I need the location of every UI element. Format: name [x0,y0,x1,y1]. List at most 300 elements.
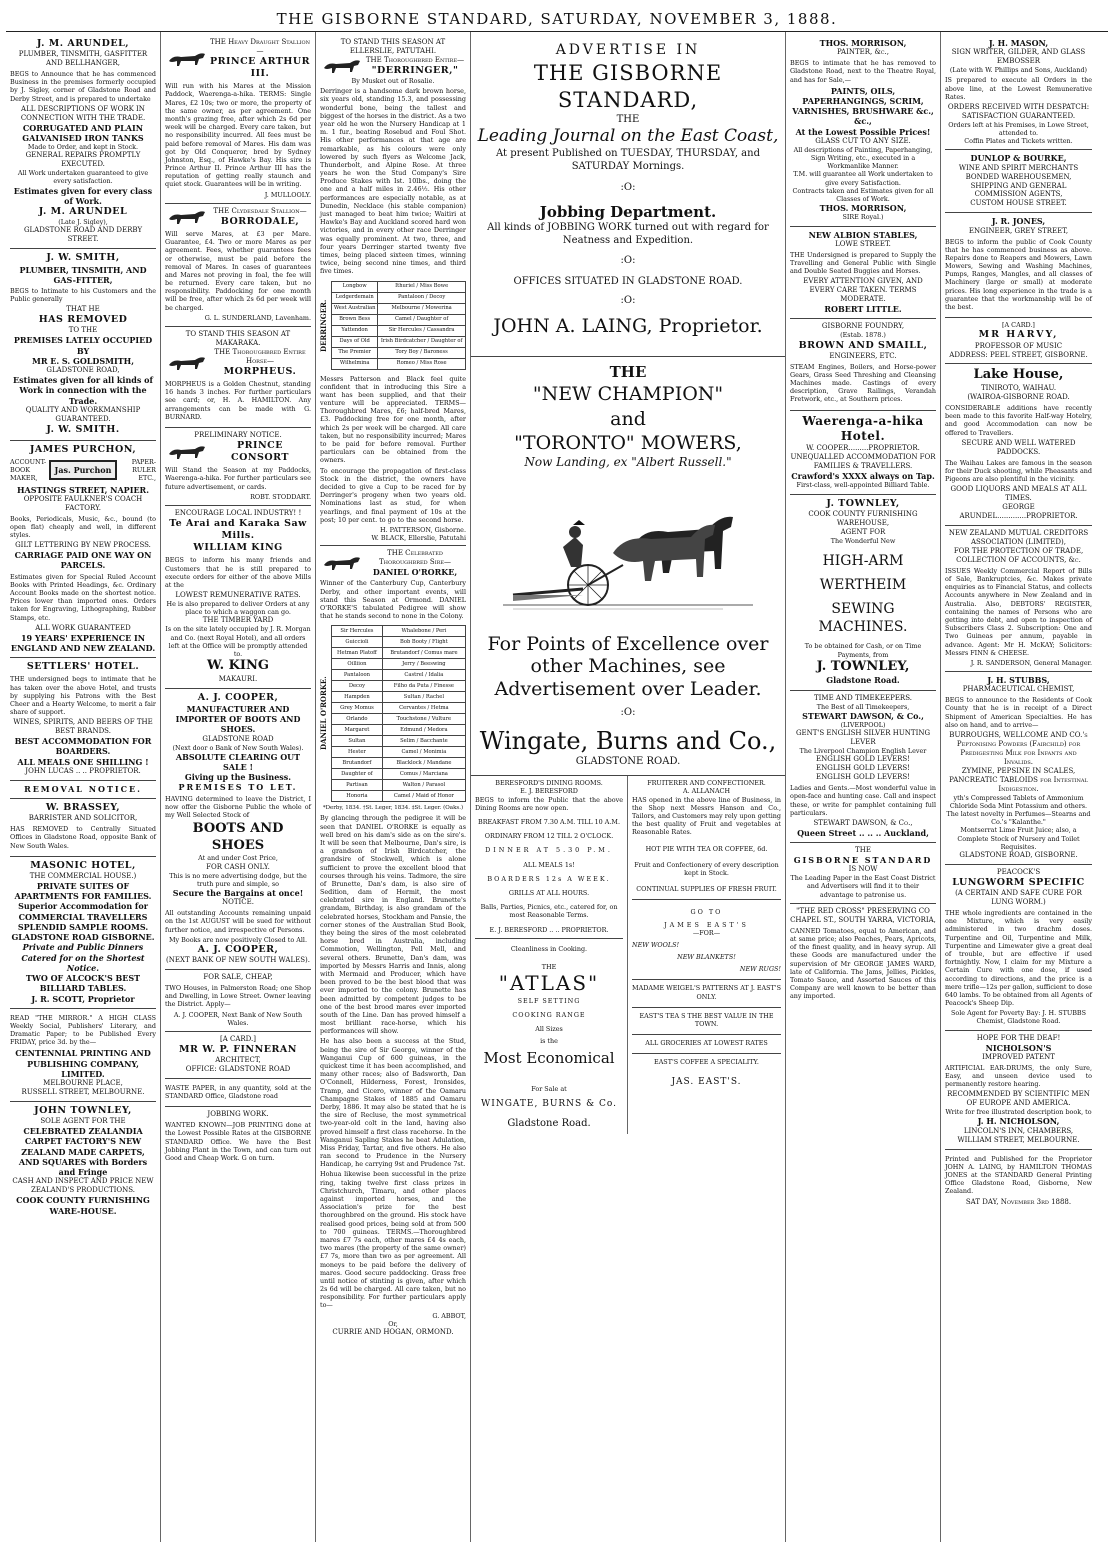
ad-signature: MAKAURI. [218,674,258,683]
pedigree-parents: Melbourne / Mowerina [378,303,466,314]
pedigree-row [332,791,466,802]
ad-title: Wingate, Burns and Co., [479,726,777,755]
pedigree-parents: Tory Boy / Baroness [378,347,466,358]
ad-line: Estimates given for all kinds of Work in connection with the Trade. [13,375,153,406]
ad-line: This is no mere advertising dodge, but the truth pure and simple, so [169,871,307,888]
ad-line: For Sale at [531,1084,567,1093]
ad-line: (Estab. 1878.) [840,331,886,340]
ad-line: ENCOURAGE LOCAL INDUSTRY! ! [174,508,302,517]
masthead: THE GISBORNE STANDARD, SATURDAY, NOVEMBER 3, 1888. [6,6,1108,32]
pedigree-sire: Days of Old [332,336,378,347]
ad-stewart-dawson [790,691,936,843]
ad-header-row [165,38,311,80]
ad-line: BONDED WAREHOUSEMEN, [965,172,1072,181]
ad-line: RUSSELL STREET, MELBOURNE. [21,1088,145,1097]
ad-body: HAS REMOVED to Centrally Situated Offices in Gladstone Road, opposite Bank of New South Wales. [10,825,156,850]
ad-signature: (Late J. Sigley), [58,218,108,227]
ad-line: NOTICE. [222,898,254,907]
ad-title: WILLIAM KING [193,542,283,554]
ad-line: TWO OF ALCOCK'S BEST BILLIARD TABLES. [25,973,141,994]
ad-townley-carpets [10,1102,156,1220]
ad-masonic [10,857,156,1009]
ad-title: THE GISBORNE STANDARD, [533,60,723,112]
ad-body: Will Stand the Season at my Paddocks, Waerenga-a-hika. For further particulars see future advertisement, or cards. [165,466,311,491]
ad-line: CONTINUAL SUPPLIES OF FRESH FRUIT. [632,885,781,900]
ad-line: All Work undertaken guaranteed to give every satisfaction. [17,169,149,186]
ad-title: PRINCE ARTHUR III. [209,55,311,80]
ad-title: JOBBING WORK. [207,1110,269,1119]
pedigree-label: DANIEL O'RORKE. [319,677,328,751]
pedigree-sire: Hester [332,747,383,758]
ad-address: (WAIROA-GISBORNE ROAD. [967,393,1070,402]
ad-line: By Musket out of Rosalie. [351,77,435,86]
pedigree-note: *Derby, 1834. †St. Leger, 1834. ‡St. Leger. (Oaks.) [322,805,464,812]
ad-title: "ATLAS" [498,971,600,996]
ad-title: BORRODALE, [220,215,300,227]
ad-line: ORDINARY FROM 12 TILL 2 O'CLOCK. [484,832,614,841]
ad-settlers-hotel [10,658,156,781]
ad-cooper [165,689,311,970]
ad-body: THE undersigned begs to intimate that he has taken over the above Hotel, and trusts by supplying his Patrons with the Best Cheer and a Hearty Welcome, to merit a fair share of support. [10,675,156,717]
ad-line: (A CERTAIN AND SAFE CURE FOR LUNG WORM.) [955,889,1082,907]
ad-title: J. W. SMITH, [46,252,120,264]
pedigree-sire: Sir Hercules [332,626,383,637]
pedigree-parents: Camel / Maid of Honor [382,791,465,802]
ad-line: PAPER-RULER ETC., [131,458,156,483]
ad-line: MR E. S. GOLDSMITH, [31,355,135,366]
ad-line: SEWING MACHINES. [818,600,908,635]
ad-line: BOARDERS 12s A WEEK. [487,874,611,883]
ad-line: UNEQUALLED ACCOMMODATION FOR FAMILIES & TRAVELLERS. [790,453,936,471]
pedigree-parents: Blacklock / Mandane [382,758,465,769]
ad-line: GLADSTONE ROAD GISBORNE. [11,932,155,943]
ad-line: Private and Public Dinners Catered for on the Shortest Notice. [21,942,145,973]
ad-line: Most Economical [483,1049,615,1068]
pedigree-row [332,347,466,358]
ad-line: ALL GROCERIES AT LOWEST RATES [632,1034,781,1047]
ad-line: ABSOLUTE CLEARING OUT SALE ! [175,751,301,772]
imprint [945,1150,1092,1211]
pedigree-row [332,714,466,725]
ad-body: BEGS to Intimate to his Customers and the Public generally [10,287,156,304]
ad-line: PRELIMINARY NOTICE. [194,430,282,439]
ad-trade: BARRISTER AND SOLICITOR, [28,814,138,823]
ad-red-cross [790,904,936,1007]
ad-waste-paper [165,1079,311,1107]
ad-body: THE Undersigned is prepared to Supply the Travelling and General Public with Single and Double Seated Buggies and Horses. [790,250,936,276]
ad-title: MR W. P. FINNERAN [179,1043,297,1055]
horse-icon [320,553,364,573]
ad-address: ADDRESS: PEEL STREET, GISBORNE. [949,350,1088,359]
pedigree-sire: Brown Bess [332,314,378,325]
ad-body: By glancing through the pedigree it will be seen that DANIEL O'RORKE is equally as well bred on his dam's side as on the sire's. It will be seen that Melbourne, Dan's sire, is a grandson of Irish Birdcatcher, the grandsire of Stockwell, which is alone sufficient to prove the excellent blood that courses through his veins. Tadmore, the sire of Brunette, Dan's dam, is also sire of Sedition, dam of Hermit, the most celebrated sire in England. Brunette's grandam, Birthday, is also grandam of the celebrated horses, Stockham and Pansie, the corner stones of the Australian Stud Book, they being the sires of the most celebrated horse bred in Australia, including Commotion, Wellington, Pell Mell, and several others. Brunette, Dan's dam, was imported by Messrs Harris and Innis, along with Mermaid and Producer, which have been proved to be the best blood that was ever imported to the colony. Brunette has been admitted by competent judges to be one of the best brood mares ever imported south of the Line. Dan has proved himself a most brilliant race-horse, which his performances will show. [320,814,466,1036]
ad-line: PEACOCK'S [996,867,1041,876]
ad-line: CORRUGATED AND PLAIN GALVANISED IRON TANKS [22,122,144,143]
pedigree-row [332,314,466,325]
ad-line: THE Thoroughbred Entire Horse— [214,347,306,365]
ad-line: NEW WOOLS! [632,940,680,949]
ad-line: CELEBRATED ZEALANDIA CARPET FACTORY'S NEW ZEALAND MADE CARPETS, AND SQUARES with Borders and Fringe [18,1126,148,1178]
ad-trade: COOK COUNTY FURNISHING WAREHOUSE, [808,509,918,527]
ad-title: TIME AND TIMEKEEPERS. [814,693,912,702]
ad-line: All descriptions of Painting, Paperhanging, Sign Writing, etc., executed in a Workmanlike Manner. [793,145,933,171]
ad-title: "NEW CHAMPION" [532,383,724,406]
pedigree-sire: Daughter of [332,769,383,780]
ad-signature: (NEXT BANK OF NEW SOUTH WALES). [166,956,310,965]
column-center [471,32,786,1542]
ad-signature: H. PATTERSON, Gisborne. [380,525,466,534]
ad-signature: J. TOWNLEY, [816,658,910,674]
ad-title: Te Arai and Karaka Saw Mills. [169,517,307,542]
ad-line: PRIVATE SUITES OF APARTMENTS FOR FAMILIES. [14,880,152,902]
ad-title: JAMES PURCHON, [29,443,137,455]
ad-line: TO STAND THIS SEASON AT ELLERSLIE, PATUTAHI. [340,38,446,55]
pedigree-parents: Ithuriel / Miss Bowe [378,281,466,292]
ad-body: THE whole ingredients are contained in the one Mixture, which is very easily administered in two drachm doses. Turpentine and Oil, Turpentine and Milk, Turpentine and Limewater give a great deal of trouble, but are effective if used fortnightly. Now, I claim for my Mixture a Certain Cure with one dose, if used according to directions, and the price is a mere trifle—12s per gallon, sufficient to dose 640 lambs. To be obtained from all Agents of Peacock's Sheep Dip. [945,909,1092,1008]
ad-line: MELBOURNE PLACE, [43,1079,123,1088]
pedigree-sire: Yattendon [332,325,378,336]
ad-line: CENTENNIAL PRINTING AND PUBLISHING COMPANY, LIMITED. [15,1048,151,1079]
ad-smith [10,249,156,440]
ad-signature: ROBERT LITTLE. [824,304,902,315]
pedigree-sire: Longbow [332,281,378,292]
ad-line: THE Celebrated Thoroughbred Sire— [378,549,452,567]
ad-line: All kinds of JOBBING WORK turned out with regard for Neatness and Expedition. [487,221,769,246]
ad-trade: PROFESSOR OF MUSIC [974,341,1063,350]
ad-prince-consort [165,428,311,506]
pedigree-parents: Comus / Marciana [382,769,465,780]
ad-address: HASTINGS STREET, NAPIER. [17,484,149,495]
ad-line: Leading Journal on the East Coast, [477,126,779,147]
pedigree-row [332,358,466,369]
ad-title: J. H. MASON, [988,38,1049,48]
column-2 [161,32,316,1542]
pedigree-sire: Grey Momus [332,703,383,714]
ad-line: ALL DESCRIPTIONS OF WORK IN CONNECTION WITH THE TRADE. [20,104,146,122]
ad-line: All Sizes [535,1025,563,1034]
ad-title: Waerenga-a-hika Hotel. [802,413,924,443]
ad-line: THAT HE [66,305,100,314]
ad-title: THOS. MORRISON, [819,38,907,48]
pedigree-row [332,281,466,292]
ad-address: GLADSTONE ROAD AND DERBY STREET. [23,226,143,244]
ad-townley-sewing [790,495,936,691]
ad-signature: J. H. NICHOLSON, [977,1116,1060,1127]
ad-title: "TORONTO" MOWERS, [514,431,742,454]
pedigree-row [332,292,466,303]
pedigree-sire: Ledgerdemain [332,292,378,303]
ad-derringer [320,35,466,1341]
pedigree-sire: Pantaloon [332,670,383,681]
ad-line: THE COMMERCIAL HOUSE.) [29,871,137,880]
ad-line: First-class, well-appointed Billiard Table. [796,481,930,490]
ad-body: WASTE PAPER, in any quantity, sold at the STANDARD Office, Gladstone road [165,1083,311,1101]
ad-body: IS prepared to execute all Orders in the above line, at the Lowest Remunerative Rates. [945,76,1092,101]
ad-line: HAS REMOVED [38,314,128,326]
ad-line: TO STAND THIS SEASON AT MAKARAKA. [185,330,291,347]
pedigree-sire: Hampden [332,692,383,703]
ad-signature: STEWART DAWSON, & Co., [813,818,913,827]
ad-line: BEST ACCOMMODATION FOR BOARDERS. [14,736,152,757]
pedigree-parents: Irish Birdcatcher / Daughter of [378,336,466,347]
ad-line: GRILLS AT ALL HOURS. [508,888,590,897]
ad-body: CANNED Tomatoes, equal to American, and at same price; also Peaches, Pears, Apricots, of the finest quality, and in heavy syrup. All these Goods are manufactured under the supervision of Mr GEORGE JAMES WARD, late of California. The Jams, Jellies, Pickles, Tomato Sauce, and Assorted Sauces of this Company are well known to be better than any imported. [790,926,936,1001]
pedigree-row [332,725,466,736]
ad-line: ADVERTISE IN [555,42,701,58]
ad-title: MORPHEUS. [223,365,297,377]
ad-line: NEW BLANKETS! [677,953,736,962]
ad-line: OPPOSITE FAULKNER'S COACH FACTORY. [23,494,143,512]
ad-line: HOPE FOR THE DEAF! [976,1033,1061,1042]
ad-line: GLASS CUT TO ANY SIZE. [815,136,911,145]
ad-address: LOWE STREET. [835,239,891,248]
ad-body: The Leading Paper in the East Coast District and Advertisers will find it to their advantage to patronise us. [790,874,936,899]
ad-body: MORPHEUS is a Golden Chestnut, standing 16 hands 3 inches. For further particulars see card; or, H. A. HAMILTON. Any arrangements can be made with G. BURNARD. [165,379,311,421]
ad-mason [945,35,1092,150]
ad-line: HIGH-ARM [822,552,904,569]
ad-line: QUALITY AND WORKMANSHIP GUARANTEED. [25,405,141,423]
ad-mirror [10,1009,156,1102]
ad-body: HAS opened in the above line of Business, in the Shop next Messrs Hanson and Co., Tailors, and Customers may rely upon getting the best quality of Fruit and vegetables at Reasonable Rates. [632,795,781,837]
ad-line: IMPROVED PATENT [982,1052,1055,1061]
pedigree-row [332,703,466,714]
pedigree-row [332,637,466,648]
pedigree-row [332,303,466,314]
imprint-date: SAT DAY, November 3rd 1888. [965,1197,1072,1206]
ad-line: WERTHEIM [819,576,907,593]
pedigree-sire: Orlando [332,714,383,725]
ad-body: READ "THE MIRROR." A HIGH CLASS Weekly Social, Publishers' Literary, and Dramatic Paper; to be Published Every FRIDAY, price 3d. by the— [10,1013,156,1047]
ad-line: (LIVERPOOL) [840,721,886,730]
pedigree-parents: Camel / Daughter of [378,314,466,325]
ad-body: BEGS to announce to the Residents of Cook County that he is in receipt of a Direct Shipment of American Specialties. He has also on hand, and to arrive— [945,696,1092,729]
pedigree-oroke [320,622,466,805]
ad-brassey [10,799,156,857]
horse-icon [320,56,364,76]
ad-address: Queen Street .. .. .. Auckland, [797,827,929,838]
ad-line: THE [855,846,871,855]
ad-signature: W. COOPER.........PROPRIETOR. [806,444,920,453]
ad-line: PREMISES LATELY OCCUPIED BY [13,335,153,356]
ad-signature: JOHN A. LAING, Proprietor. [493,314,763,337]
ad-line: ZYMINE, PEPSINE IN SCALES, PANCREATIC TABLOIDS for Intestinal Indigestion. [949,766,1088,793]
ad-line: PREMISES TO LET. [178,782,298,793]
pedigree-row [332,736,466,747]
ad-line: yth's Compressed Tablets of Ammonium Chloride Soda Mint Potassium and others. [949,793,1088,810]
ad-body: ARTIFICIAL EAR-DRUMS, the only Sure, Easy, and unseen device used to permanently restore hearing. [945,1063,1092,1089]
column-3 [316,32,471,1542]
pedigree-row [332,681,466,692]
ad-line: COOKING RANGE [512,1010,586,1019]
ad-line: The Best of all Timekeepers, [816,702,910,711]
ad-line: WINES, SPIRITS, AND BEERS OF THE BEST BRANDS. [13,718,153,736]
pedigree-parents: Camel / Monimia [382,747,465,758]
ad-line: GLADSTONE ROAD, [46,366,120,375]
pedigree-sire: West Australian [332,303,378,314]
ad-signature: A. J. COOPER, Next Bank of New South Wales. [173,1010,303,1027]
ad-body: Books, Periodicals, Music, &c., bound (to open flat) cheaply and well, in different styles. [10,514,156,540]
ad-trade: PAINTER, &c., [836,48,890,57]
ad-mowers [471,357,785,776]
ad-line: THE Clydesdale Stallion— [213,206,307,215]
ad-line: is the [540,1037,558,1046]
ad-body: Winner of the Canterbury Cup, Canterbury Derby, and other important events, will stand this Season at Ormond. DANIEL O'RORKE'S tabulated Pedigree will show that he stands second to none in the Colony. [320,579,466,621]
ad-signature: CURRIE AND HOGAN, ORMOND. [332,1328,454,1336]
ad-signature: THOS. MORRISON, [819,203,907,214]
ad-body: BEGS to intimate that he has removed to Gladstone Road, next to the Theatre Royal, and has for Sale,— [790,59,936,84]
ad-signature: J. R. SANDERSON, General Manager. [970,658,1092,667]
ad-line: He is also prepared to deliver Orders at any place to which a waggon can go. [166,600,310,617]
separator: :O: [620,181,636,193]
ad-signature: W. KING [207,658,269,674]
pedigree-sire: Oilliion [332,659,383,670]
ad-nicholson [945,1031,1092,1150]
ad-lake-house [945,364,1092,526]
column-1 [6,32,161,1542]
ad-title: FOR SALE, CHEAP, [203,973,273,982]
ad-line: THE Heavy Draught Stallion— [209,38,311,55]
ad-line: Fruit and Confectionery of every description kept in Stock. [634,860,779,877]
separator: :O: [620,294,636,306]
ad-trade: SIGN WRITER, GILDER, AND GLASS EMBOSSER [951,48,1086,66]
ad-body: Ladies and Gents.—Most wonderful value in open-face and hunting case. Call and inspect these, or write for pamphlet containing full particulars. [790,784,936,817]
ad-body: Will serve Mares, at £3 per Mare. Guarantee, £4. Two or more Mares as per agreement. Fees, whether guarantees fees or otherwise, must be paid before the removal of Mares. In cases of guarantees and Mares not proving in foal, the fee will be returned. Every care taken, but no responsibility. Paddocking for one month will be free, after which 2s 6d per week will be charged. [165,229,311,312]
ad-trade: PHARMACEUTICAL CHEMIST, [962,685,1075,694]
ad-line: ENGLISH GOLD LEVERS! [816,764,910,773]
ad-body: Messrs Patterson and Black feel quite confident that in introducing this Sire a want has been supplied, and that their venture will be appreciated. TERMS—Thoroughbred Mares, £6; half-bred Mares, £3. Paddocking free for one month, after which 2s per week will be charged. All care taken, but no responsibility incurred; Mares to be paid for before removal. Further particulars can be obtained from the owners. [320,374,466,465]
ad-body: BEGS to inform the Public that the above Dining Rooms are now open. [475,795,623,812]
ad-line: BERESFORD'S DINING ROOMS. [495,779,603,788]
ad-body: He has also been a success at the Stud, being the sire of Sir George, winner of the Wanganui Cup of 600 guineas, in the quickest time it has been accomplished, and many other races; also of Badsworth, Dan O'Connell, Hilderness, Forest, Ironsides, Tramp, and Cicero, winner of the Oamaru Champagne Stakes of 1885 and Oamaru Derby, 1886. It may also be stated that he is the sire of Recluse, the most symmetrical two-year-old colt in the land, having also proved himself a first class racehorse. In the Wanganui Sapling Stakes he beat Adulation, Miss Friday, Tartar, and five others. He also ran second to Prudence in the Nursery Handicap, he carrying 9st and Prudence 7st. [320,1037,466,1169]
ad-body: CONSIDERABLE additions have recently been made to this favorite Half-way Hotelry, and good Accommodation can now be offered to Travellers. [945,404,1092,437]
pedigree-sire: Margaret [332,725,383,736]
ad-finneran [165,1032,311,1079]
ad-signature: J. W. SMITH. [46,423,120,435]
ad-line: THE Thoroughbred Entire— [365,55,465,64]
pedigree-row [332,336,466,347]
ad-address: WILLIAM STREET, MELBOURNE. [957,1135,1080,1144]
ad-signature: Or, [388,1319,398,1328]
pedigree-label: DERRINGER. [319,298,328,352]
ad-dunlop-bourke [945,150,1092,213]
ad-logo-row [10,458,156,483]
ad-signature: ROBT. STODDART. [250,492,311,501]
ad-line: Cleanliness in Cooking. [510,944,588,953]
pedigree-row [332,747,466,758]
ad-body: Derringer is a handsome dark brown horse, six years old, standing 15.3, and possessing wonderful bone, being the tallest and biggest of the horses in the district. As a two year old he won the Nursery Handicap at 1 m. 1 fur., beating Rosebud and Foul Shot. His other performances at that age are remarkable, as his colours were only lowered by such flyers as Welcome Jack, Thunderbolt, and Alpine Rose. At three years he won the Stud Company's Sire Produce Stakes with Ist. 10lbs., doing the one and a half miles in 2.46½. His other performances are especially notable, as at Dunedin, Necklace (his stable companion) just managed to beat him twice; Waitiri at Hawke's Bay and Auckland scored hard won victories, and in every other race Derringer was equally prominent. At two, three, and four years Derringer started twenty five times, being placed sixteen times, winning twice, being second nine times, and third five times. [320,87,466,276]
ad-removal [10,781,156,799]
ad-title: J. H. STUBBS, [987,675,1050,686]
ad-address: OFFICES SITUATED IN GLADSTONE ROAD. [513,276,743,288]
ad-title: NEW ZEALAND MUTUAL CREDITORS ASSOCIATION (LIMITED), [948,529,1089,546]
ad-morrison [790,35,936,227]
pedigree-parents: Cervantes / Hetma [382,703,465,714]
ad-body: Will run with his Mares at the Mission Paddock, Waerenga-a-hika. TERMS: Single Mares, £2 10s; two or more, the property of the same owner, as per agreement. One month's grazing free, after which 2s 6d per week will be charged. Every care taken, but no responsibility incurred. All fees must be paid before removal of Mares. His dam was got by Old Conqueror, bred by Sydney Johnston, Esq., of Hawke's Bay. His sire is Prince Arthur II. Prince Arthur III has the reputation of getting really staunch and quiet stock. Guarantees will be in writing. [165,82,311,189]
ad-title: J. TOWNLEY, [826,497,900,509]
pedigree-row [332,670,466,681]
ad-borrodale [165,204,311,327]
ad-title: GISBORNE STANDARD [793,855,933,866]
ad-line: Jobbing Department. [539,202,717,221]
ad-body: WANTED KNOWN—JOB PRINTING done at the Lowest Possible Rates at the GISBORNE STANDARD Office. We have the Best Jobbing Plant in the Town, and can turn out Good and Cheap Work. G on turn. [165,1121,311,1163]
ad-title: E. J. BERESFORD [520,787,578,796]
pedigree-row [332,648,466,659]
pedigree-row [332,769,466,780]
ad-signature: SIRE Royal.) [842,213,884,222]
ad-line: Montserrat Lime Fruit Juice; also, a Complete Stock of Nursery and Toilet Requisites. [957,826,1080,851]
ad-body: STEAM Engines, Boilers, and Horse-power Gears, Grass Seed Threshing and Cleansing Machines made. Castings of every description, Grave Railings, Verandah Fretwork, etc., at Southern prices. [790,362,936,404]
ad-line: Now Landing, ex "Albert Russell." [524,455,732,470]
ad-title: LUNGWORM SPECIFIC [952,876,1085,888]
ad-line: PAINTS, OILS, PAPERHANGINGS, SCRIM, VARNISHES, BRUSHWARE &c., &c., [792,85,934,127]
column-6 [786,32,941,1542]
ad-line: THE [609,363,647,382]
ad-title: REMOVAL NOTICE. [24,783,142,794]
ad-line: FOR THE PROTECTION OF TRADE, COLLECTION OF ACCOUNTS, &c. [953,546,1084,564]
pedigree-row [332,692,466,703]
ad-body: All outstanding Accounts remaining unpaid on the 1st AUGUST will be sued for without further notice, and irrespective of Persons. [165,909,311,934]
ad-line: ENGLISH GOLD LEVERS! [816,755,910,764]
ad-line: TO THE [68,326,98,335]
ad-line: The latest novelty in Perfumes—Stearns and Co.'s "Kalanthe." [946,810,1091,827]
pedigree-sire: Brutandorf [332,758,383,769]
pedigree-row [332,325,466,336]
ad-line: Write for free illustrated description book, to [945,1108,1092,1117]
ad-line: [A CARD.] [219,1034,256,1043]
ad-arundel [10,35,156,249]
ad-beresford [471,776,628,1134]
pedigree-parents: Jerry / Beeswing [382,659,465,670]
ad-line: At present Published on TUESDAY, THURSDAY, and SATURDAY Mornings. [496,148,760,172]
ad-address: GLADSTONE ROAD. [575,756,681,768]
ad-title: SETTLERS' HOTEL. [26,661,140,673]
ad-line: THE TIMBER YARD [202,616,274,625]
ad-body: The Waihau Lakes are famous in the season for their Duck shooting, while Pheasants and Pigeons are also plentiful in the vicinity. [945,458,1092,484]
ad-trade: PLUMBER, TINSMITH, AND GAS-FITTER, [19,264,147,285]
ad-line: Giving up the Business. [184,772,292,783]
ad-line: CARRIAGE PAID ONE WAY ON PARCELS. [14,550,152,571]
ad-stubbs [945,672,1092,865]
ad-line: EAST'S COFFEE A SPECIALITY. [632,1053,781,1066]
ad-body: Estimates given for Special Ruled Account Books with Printed Headings, &c. Ordinary Account Books made on the shortest notice. Prices lower than imported ones. Orders taken for Engraving, Lithographing, Rubber Stamps, etc. [10,572,156,622]
ad-line: EVERY ATTENTION GIVEN, AND EVERY CARE TAKEN. TERMS MODERATE. [803,277,923,304]
ad-body: Hohua likewise been successful in the prize ring, taking twelve first class prizes in Christchurch, Timaru, and other places against imported horses, and the Association's prize for the best thoroughbred on the ground. His stock have realised good prices, being sold at from 500 to 700 guineas. TERMS.—Thoroughbred mares £7 7s each, other mares £4 4s each, two mares (the property of the same owner) £7 7s, more than two as per agreement. All moneys to be paid before the delivery of mares. Good secure paddocking. Grass free until notice of stinting is given, after which 2s 6d will be charged. All care taken, but no responsibility. For further particulars apply to— [320,1170,466,1310]
ad-signature: J. R. SCOTT, Proprietor [31,993,135,1004]
center-subcolumns [471,776,785,1134]
ad-line: COOK COUNTY FURNISHING WARE-HOUSE. [16,1195,150,1216]
ad-line: SELF SETTING [517,996,581,1005]
pedigree-row [332,780,466,791]
ad-address: Gladstone Road. [826,675,900,686]
ad-albion-stables [790,227,936,320]
ad-line: GENT'S ENGLISH SILVER HUNTING LEVER [795,729,931,747]
ad-title: MASONIC HOTEL, [30,859,136,871]
ad-title: J. M. ARUNDEL, [36,38,130,49]
ad-signature: GEORGE ARUNDEL.............PROPRIETOR. [959,503,1078,521]
ad-peacock [945,865,1092,1031]
ad-line: Orders left at his Premises, in Lowe Street, attended to. [948,120,1089,137]
ad-standard [790,843,936,904]
ad-line: —FOR— [692,928,721,937]
ad-address: Gladstone Road. [507,1118,591,1130]
ad-signature: J. MULLOOLY. [264,190,311,199]
pedigree-sire: Partisan [332,780,383,791]
ad-line: ALL MEALS 1s! [523,860,575,869]
ad-title: BROWN AND SMAILL, [798,339,928,351]
ad-king-mills [165,506,311,689]
ad-line: LOWEST REMUNERATIVE RATES. [175,591,301,600]
pedigree-parents: Sir Hercules / Cassandra [378,325,466,336]
